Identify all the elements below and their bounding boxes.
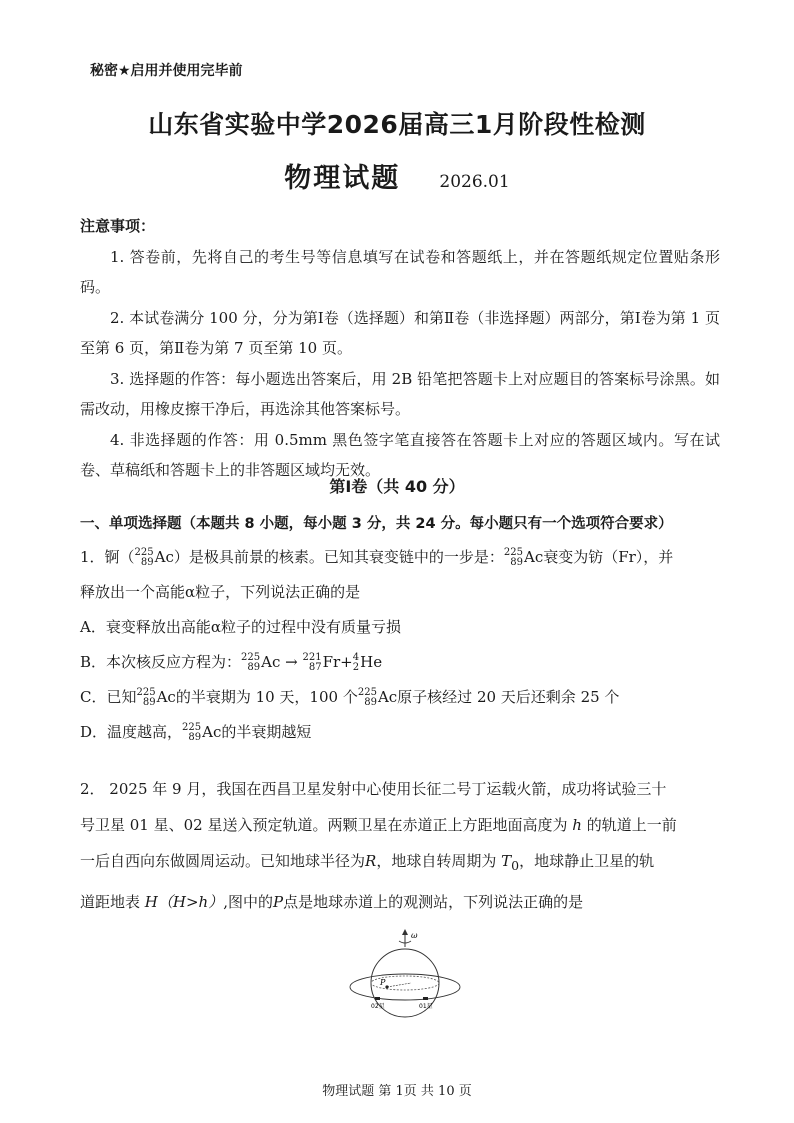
q1-stem-line1: 1．锕（ 225 89 Ac）是极具前景的核素。已知其衰变链中的一步是： 225 89 Ac衰变为钫（Fr），并 [80,547,674,568]
satellite-01 [423,997,428,1000]
q2-line4: 道距地表 H（H>h）,图中的P点是地球赤道上的观测站，下列说法正确的是 [80,893,584,911]
observer-line [387,983,411,987]
q1-option-a: A．衰变释放出高能α粒子的过程中没有质量亏损 [80,618,401,636]
nuclide-ac: 225 89 [136,687,156,708]
omega-label: ω [411,931,418,940]
q1-option-b: B．本次核反应方程为： 225 89 Ac → 221 87 Fr+ 4 2 He [80,652,383,673]
subject-row [0,156,794,195]
satellite-02-label: 02星 [371,1003,385,1010]
volume-heading: 第Ⅰ卷（共 40 分） [329,477,465,496]
instruction-item: 1. 答卷前，先将自己的考生号等信息填写在试卷和答题纸上，并在答题纸规定位置贴条形码。 [80,247,720,296]
nuclide-he: 4 2 [352,652,360,673]
q2-line3: 一后自西向东做圆周运动。已知地球半径为R，地球自转周期为 $T_0$，地球静止卫星的轨 [80,852,655,873]
instruction-item: 4. 非选择题的作答：用 0.5mm 黑色签字笔直接答在答题卡上对应的答题区域内。写在试卷、草稿纸和答题卡上的非答题区域均无效。 [80,430,720,479]
nuclide-ac: 225 89 [357,687,377,708]
exam-title: 山东省实验中学2026届高三1月阶段性检测 [148,110,646,139]
satellite-orbit [350,974,460,1000]
q1-option-c: C．已知 225 89 Ac的半衰期为 10 天，100 个 225 89 Ac原子核经过 20 天后还剩余 25 个 [80,687,620,708]
q1-option-d: D．温度越高， 225 89 Ac的半衰期越短 [80,722,312,743]
exam-date: 2026.01 [439,172,510,192]
page-footer: 物理试题 第 1页 共 10 页 [322,1084,472,1099]
question-1 [80,540,720,750]
instructions [80,211,720,486]
nuclide-ac: 225 89 [241,652,261,673]
question-2 [80,771,720,920]
subject-title: 物理试题 [284,163,401,194]
nuclide-ac: 225 89 [182,722,202,743]
earth-satellite-diagram [345,925,465,1025]
section-heading: 一、单项选择题（本题共 8 小题，每小题 3 分，共 24 分。每小题只有一个选项符合要求） [80,516,673,532]
confidential-label: 秘密★启用并使用完毕前 [90,63,243,79]
satellite-01-label: 01星 [419,1003,433,1010]
nuclide-ac: 225 89 [503,547,523,568]
instruction-item: 2. 本试卷满分 100 分，分为第Ⅰ卷（选择题）和第Ⅱ卷（非选择题）两部分，第Ⅰ卷为第 1 页至第 6 页，第Ⅱ卷为第 7 页至第 10 页。 [80,308,720,357]
satellite-02 [375,997,380,1000]
q1-stem-line2: 释放出一个高能α粒子，下列说法正确的是 [80,583,361,601]
p-label: P [380,978,386,987]
instruction-item: 3. 选择题的作答：每小题选出答案后，用 2B 铅笔把答题卡上对应题目的答案标号涂黑。如需改动，用橡皮擦干净后，再选涂其他答案标号。 [80,369,720,418]
instructions-heading: 注意事项： [80,217,156,235]
axis-arrow [402,929,408,935]
nuclide-ac: 225 89 [134,547,154,568]
nuclide-fr: 221 87 [302,652,322,673]
q2-line2: 号卫星 01 星、02 星送入预定轨道。两颗卫星在赤道正上方距地面高度为 h 的轨道上一前 [80,816,677,834]
observer-point [385,985,388,988]
q2-line1: 2． 2025 年 9 月，我国在西昌卫星发射中心使用长征二号丁运载火箭，成功将试验三十 [80,780,667,798]
